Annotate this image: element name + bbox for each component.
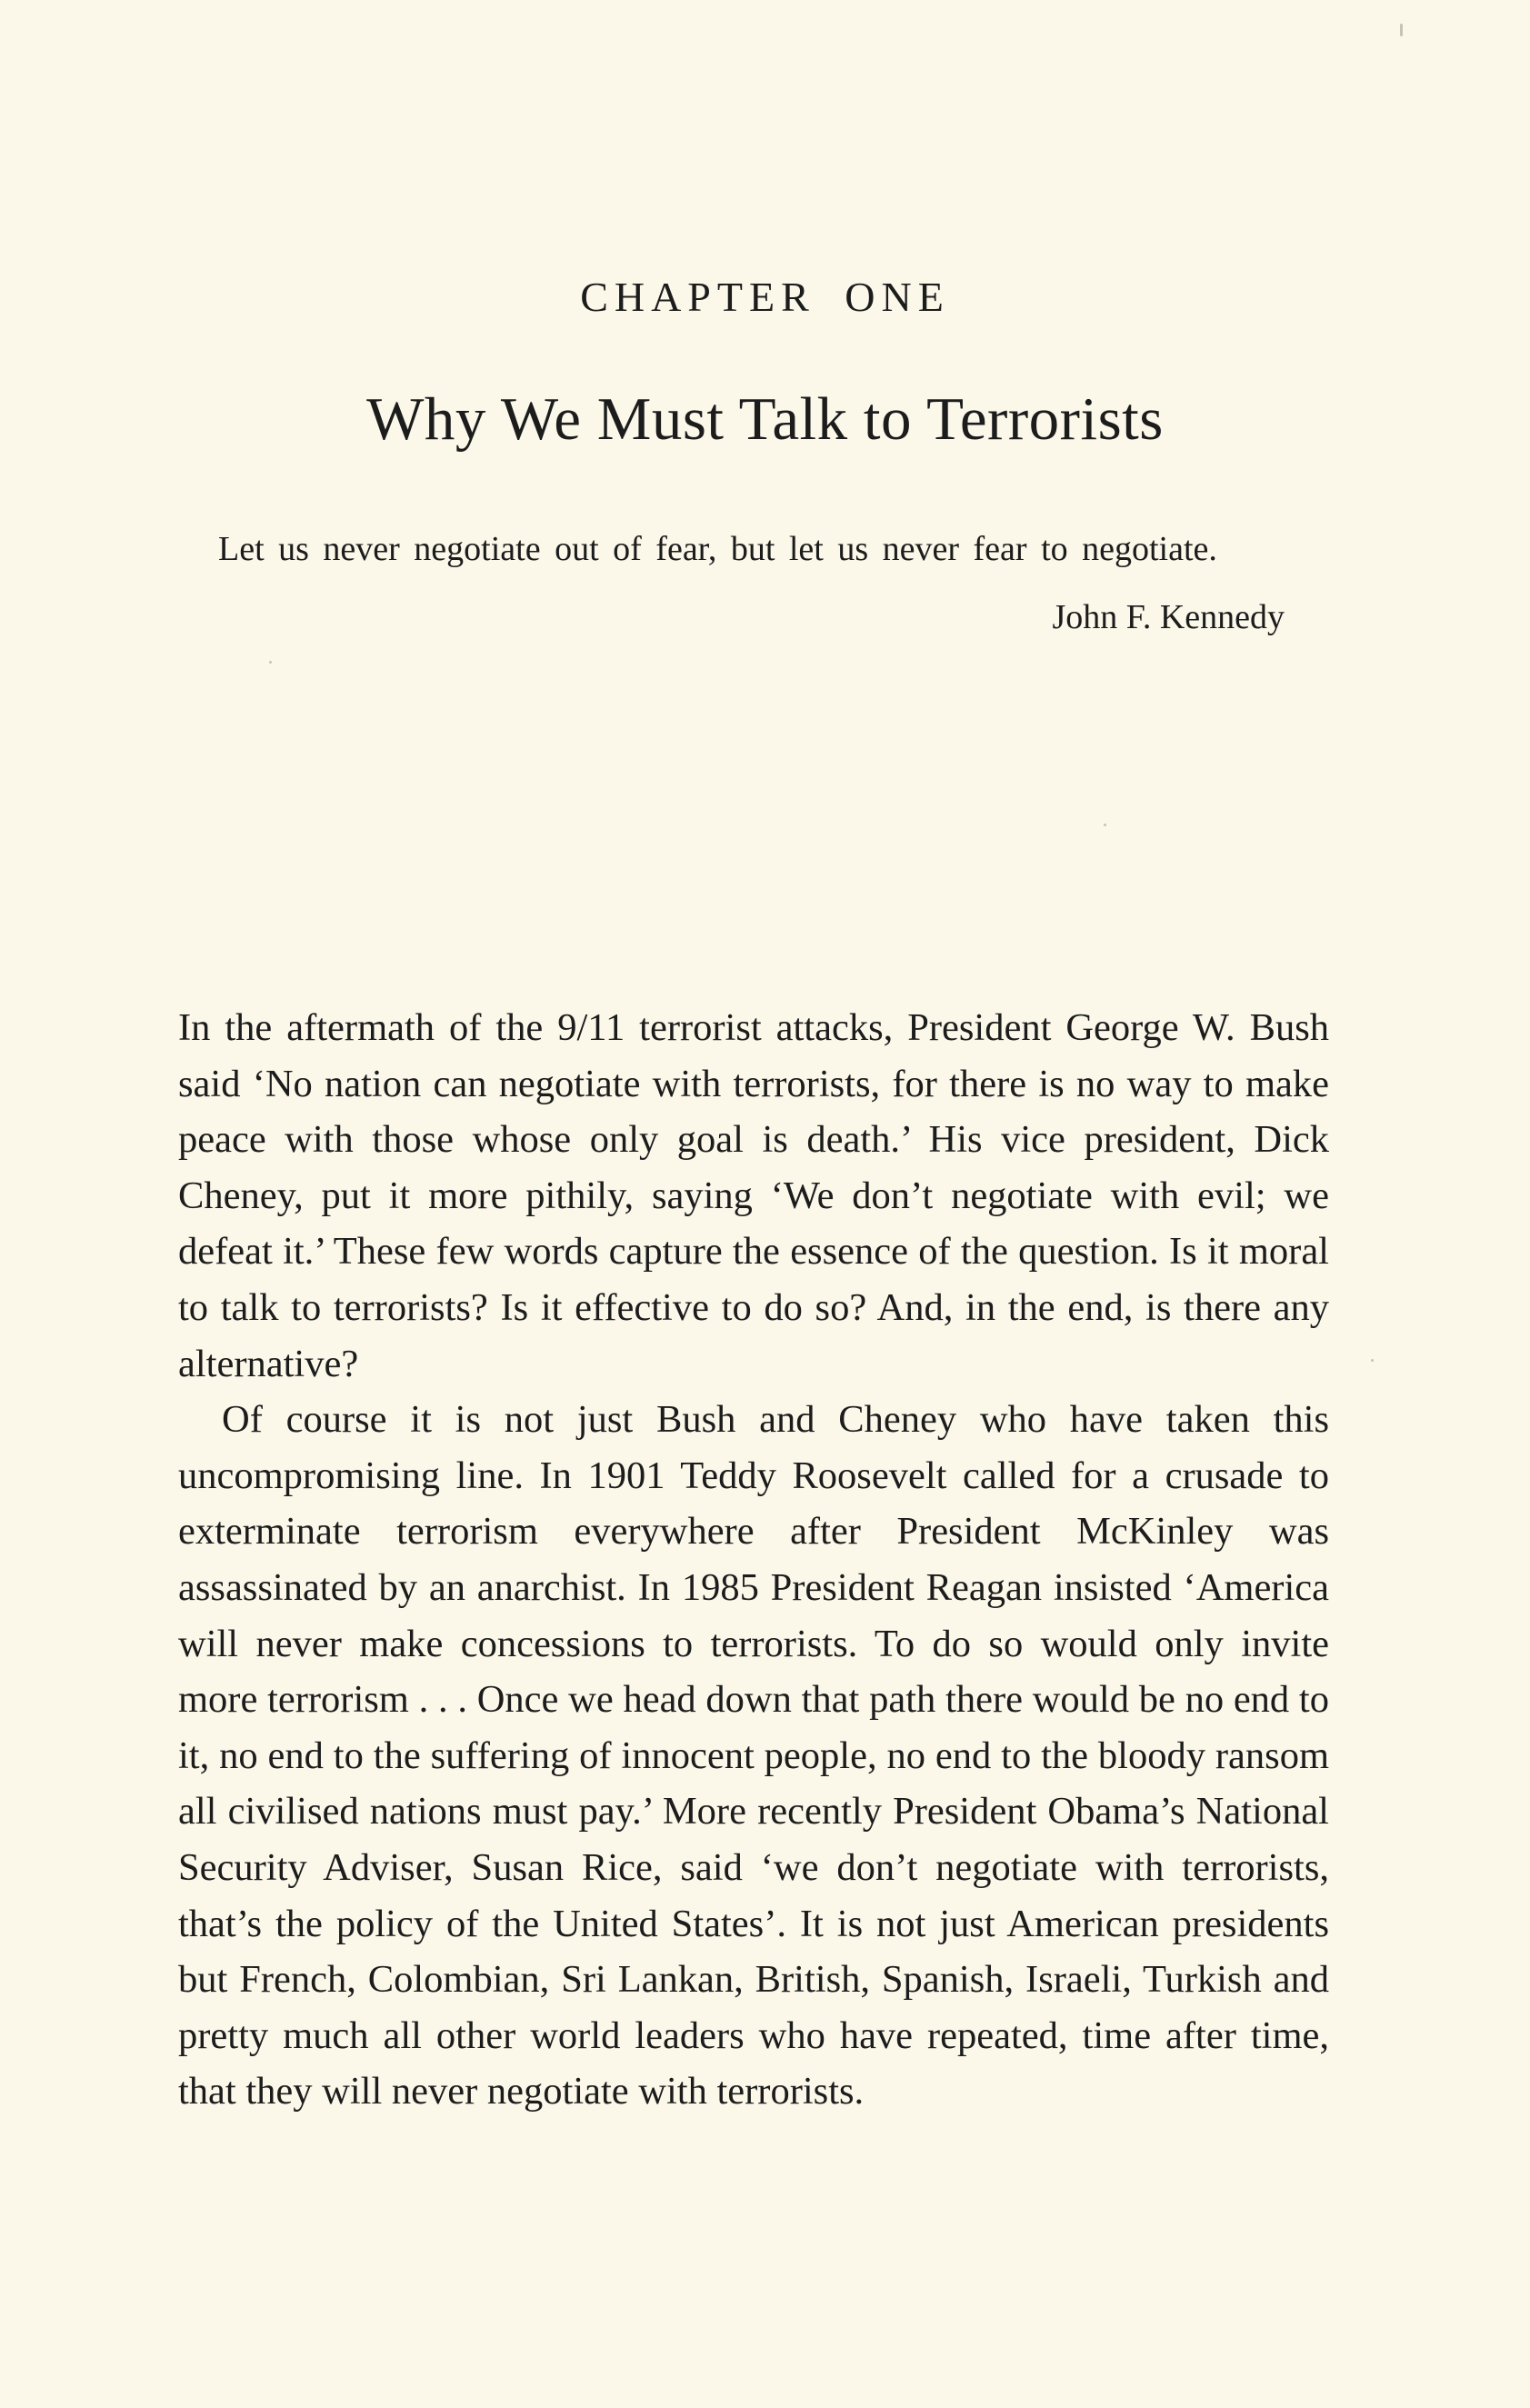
epigraph-quote: Let us never negotiate out of fear, but let us never fear to negotiate. (218, 530, 1217, 568)
epigraph-attribution: John F. Kennedy (1052, 598, 1285, 636)
body-text (178, 1000, 1329, 2120)
paper-speck (269, 661, 272, 664)
paper-speck (1104, 824, 1106, 826)
paper-speck (1371, 1359, 1374, 1362)
body-paragraph: Of course it is not just Bush and Cheney who have taken this uncompromising line. In 1901 Teddy Roosevelt called for a crusade to exterminate terrorism everywhere after President McKinley was assassinated by an anarchist. In 1985 President Reagan insisted ‘America will never make concessions to terrorists. To do so would only invite more terrorism . . . Once we head down that path there would be no end to it, no end to the suffering of innocent people, no end to the bloody ransom all civilised nations must pay.’ More recently President Obama’s National Security Adviser, Susan Rice, said ‘we don’t negotiate with terrorists, that’s the policy of the United States’. It is not just American presidents but French, Colombian, Sri Lankan, British, Spanish, Israeli, Turkish and pretty much all other world leaders who have repeated, time after time, that they will never negotiate with terrorists. (178, 1398, 1329, 2113)
chapter-title: Why We Must Talk to Terrorists (366, 385, 1164, 453)
paper-speck (1400, 24, 1403, 36)
body-paragraph: In the aftermath of the 9/11 terrorist attacks, President George W. Bush said ‘No nation can negotiate with terrorists, for there is no way to make peace with those whose only goal is death.’ His vice president, Dick Cheney, put it more pithily, saying ‘We don’t negotiate with evil; we defeat it.’ These few words capture the essence of the question. Is it moral to talk to terrorists? Is it effective to do so? And, in the end, is there any alternative? (178, 1006, 1329, 1385)
epigraph (218, 522, 1285, 637)
chapter-label: CHAPTER ONE (580, 274, 950, 320)
